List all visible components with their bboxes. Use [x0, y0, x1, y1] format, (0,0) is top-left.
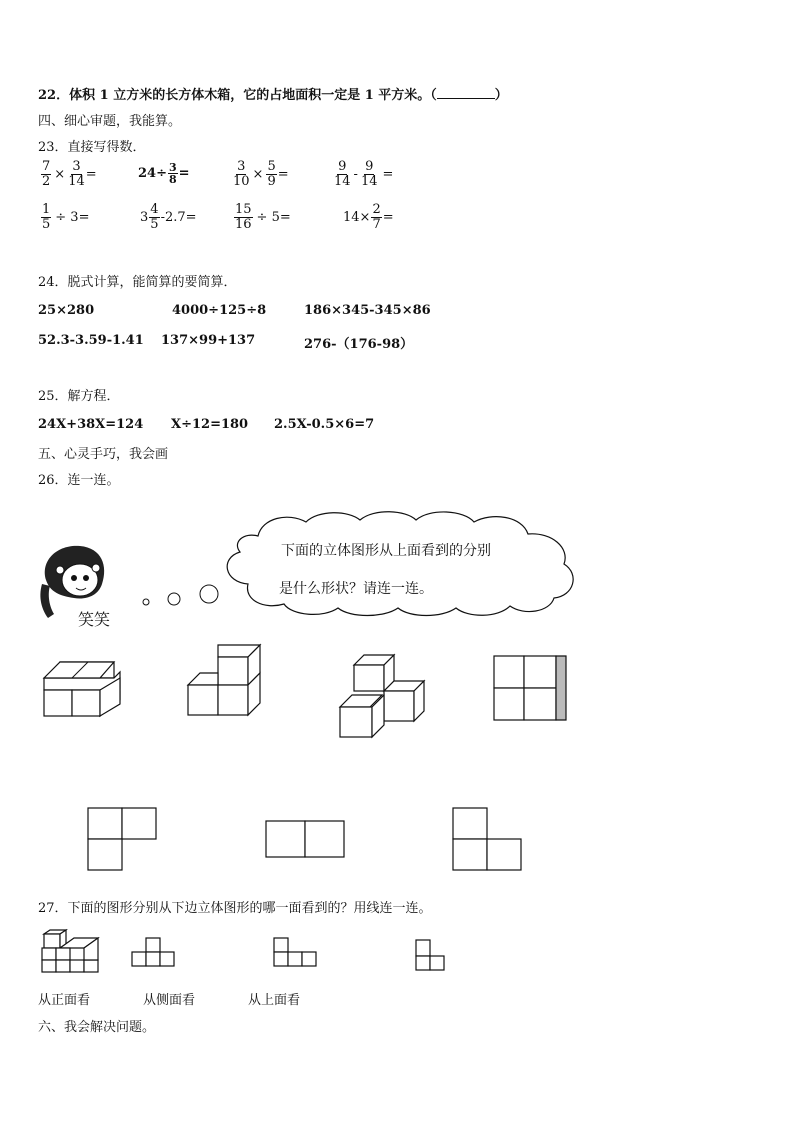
- question-26-title: 26．连一连。: [38, 473, 120, 488]
- question-22-text: 22．体积 1 立方米的长方体木箱，它的占地面积一定是 1 平方米。（: [38, 88, 437, 103]
- equation: X÷12=180: [171, 417, 249, 432]
- question-22-close: ）: [494, 88, 508, 103]
- question-27-title: 27．下面的图形分别从下边立体图形的哪一面看到的？用线连一连。: [38, 901, 432, 916]
- section-6-heading: 六、我会解决问题。: [38, 1020, 156, 1035]
- calc-3: $\frac{3}{10}$ × $\frac{5}{9}$ =: [233, 159, 289, 189]
- solid-shape-1[interactable]: [44, 662, 124, 720]
- calc-item: 276-（176-98）: [304, 337, 414, 352]
- view-label-side: 从侧面看: [143, 993, 196, 1008]
- thought-dots: [138, 580, 222, 612]
- fraction: $\frac{5}{9}$: [267, 159, 276, 189]
- calc-1: $\frac{7}{2}$ × $\frac{3}{14}$ =: [42, 159, 97, 189]
- view-label-front: 从正面看: [38, 993, 91, 1008]
- question-25-title: 25．解方程．: [38, 389, 120, 404]
- question-23-title: 23．直接写得数．: [38, 140, 146, 155]
- top-view-l-shape[interactable]: [88, 808, 158, 872]
- solid-shape-2[interactable]: [188, 645, 268, 717]
- fraction: $\frac{3}{10}$: [233, 159, 250, 189]
- girl-name: 笑笑: [78, 610, 111, 629]
- fraction: $\frac{7}{2}$: [42, 159, 51, 189]
- q27-solid[interactable]: [40, 930, 100, 972]
- calc-2: 24÷ $\frac{3}{8}$ =: [138, 161, 190, 186]
- calc-5: $\frac{1}{5}$ ÷ 3=: [42, 202, 90, 232]
- section-4-heading: 四、细心审题，我能算。: [38, 114, 182, 129]
- calc-item: 25×280: [38, 303, 95, 318]
- calc-item: 4000÷125÷8: [172, 303, 267, 318]
- view-label-top: 从上面看: [248, 993, 301, 1008]
- fraction: $\frac{3}{14}$: [68, 159, 85, 189]
- question-22: [38, 84, 508, 103]
- equation: 24X+38X=124: [38, 417, 144, 432]
- fraction: $\frac{9}{14}$: [360, 159, 378, 189]
- q27-view-b[interactable]: [272, 936, 320, 970]
- calc-7: $\frac{15}{16}$ ÷ 5=: [235, 202, 291, 232]
- fraction: $\frac{3}{8}$: [168, 161, 177, 186]
- calc-item: 186×345-345×86: [304, 303, 431, 318]
- thought-cloud: [218, 508, 586, 618]
- bubble-line-2: 是什么形状？请连一连。: [279, 581, 433, 597]
- fraction: $\frac{9}{14}$: [334, 159, 351, 189]
- equation: 2.5X-0.5×6=7: [274, 417, 375, 432]
- q27-view-c[interactable]: [414, 938, 448, 974]
- q27-view-a[interactable]: [130, 936, 178, 970]
- solid-shape-3[interactable]: [340, 655, 430, 739]
- solid-shape-4[interactable]: [492, 654, 572, 724]
- calc-6: 3 $\frac{4}{5}$ -2.7=: [140, 202, 197, 232]
- fraction: $\frac{1}{5}$: [42, 202, 51, 232]
- calc-4: $\frac{9}{14}$ - $\frac{9}{14}$ =: [334, 159, 394, 189]
- section-5-heading: 五、心灵手巧，我会画: [38, 447, 169, 462]
- question-24-title: 24．脱式计算，能简算的要简算．: [38, 275, 237, 290]
- answer-blank[interactable]: [437, 87, 495, 99]
- bubble-line-1: 下面的立体图形从上面看到的分别: [281, 543, 491, 559]
- calc-item: 137×99+137: [161, 333, 256, 348]
- fraction: $\frac{2}{7}$: [372, 202, 381, 232]
- calc-8: 14× $\frac{2}{7}$ =: [343, 202, 394, 232]
- fraction: $\frac{4}{5}$: [150, 202, 159, 232]
- fraction: $\frac{15}{16}$: [235, 202, 252, 232]
- top-view-step-shape[interactable]: [453, 808, 525, 872]
- top-view-two-squares[interactable]: [265, 820, 347, 860]
- calc-item: 52.3-3.59-1.41: [38, 333, 144, 348]
